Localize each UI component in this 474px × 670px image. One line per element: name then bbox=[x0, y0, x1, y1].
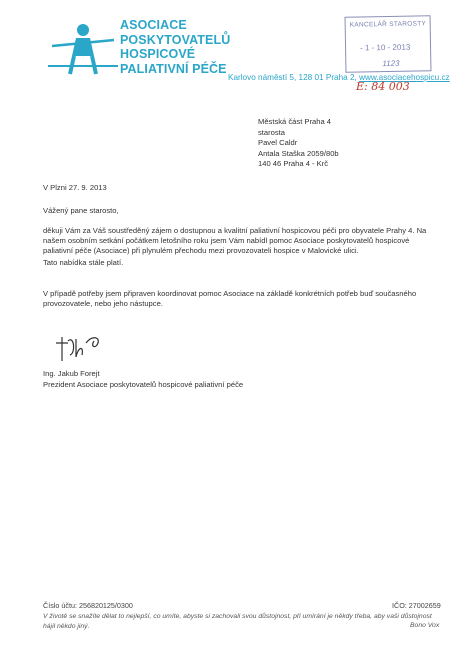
body-paragraph: děkuji Vám za Váš soustředěný zájem o dostupnou a kvalitní paliativní hospicovou péči pro obyvatele Prahy 4. Na našem osobním setkání počátkem letošního roku jsem Vám nabídl pomoc Asociace poskytovatelů hospicové paliativní péče (Asociace) při plynulém přechodu mezi provozovateli hospice v Malovické ulici. bbox=[43, 226, 427, 256]
address-text: Karlovo náměstí 5, 128 01 Praha 2, bbox=[228, 73, 360, 82]
body-paragraph: Tato nabídka stále platí. bbox=[43, 258, 124, 267]
logo-icon bbox=[48, 16, 118, 80]
body-paragraph: V případě potřeby jsem připraven koordinovat pomoc Asociace na základě konkrétních potřeb buď současného provozovatele, nebo jeho nástupce. bbox=[43, 289, 417, 309]
recipient-line: Antala Staška 2059/80b bbox=[258, 148, 339, 158]
letterhead-address bbox=[228, 73, 450, 82]
recipient-line: Městská část Praha 4 bbox=[258, 117, 332, 126]
bank-account: Číslo účtu: 256820125/0300 bbox=[43, 601, 133, 610]
signer-name: Ing. Jakub Forejt bbox=[43, 369, 100, 378]
recipient-line: 140 46 Praha 4 - Krč bbox=[258, 159, 329, 169]
letter-date: V Plzni 27. 9. 2013 bbox=[43, 183, 107, 192]
quote-author: Bono Vox bbox=[410, 622, 440, 629]
stamp-title: KANCELÁŘ STAROSTY bbox=[349, 20, 427, 29]
handwritten-reference: E: 84 003 bbox=[356, 80, 410, 93]
recipient-address bbox=[258, 117, 339, 170]
company-id: IČO: 27002659 bbox=[392, 601, 441, 610]
logo-line: POSKYTOVATELŮ bbox=[120, 32, 231, 47]
logo-line: HOSPICOVÉ bbox=[120, 47, 196, 61]
registry-stamp bbox=[345, 15, 432, 72]
stamp-number: 1123 bbox=[382, 58, 400, 69]
footer-quote: V životě se snažíte dělat to nejlepší, co umíte, abyste si zachovali svou důstojnost, při umírání je někdy třeba, aby vaši důstojnost hájil někdo jiný. bbox=[43, 613, 432, 630]
logo-wordmark bbox=[120, 18, 240, 76]
salutation: Vážený pane starosto, bbox=[43, 206, 119, 215]
stamp-date: - 1 - 10 - 2013 bbox=[359, 42, 411, 53]
website-link[interactable]: www.asociacehospicu.cz bbox=[359, 73, 450, 82]
handwritten-signature bbox=[52, 333, 107, 363]
signer-title: Prezident Asociace poskytovatelů hospicové paliativní péče bbox=[43, 380, 244, 389]
recipient-line: starosta bbox=[258, 127, 286, 137]
recipient-line: Pavel Caldr bbox=[258, 138, 298, 148]
logo-line: ASOCIACE bbox=[120, 18, 187, 32]
logo-line: PALIATIVNÍ PÉČE bbox=[120, 61, 227, 76]
